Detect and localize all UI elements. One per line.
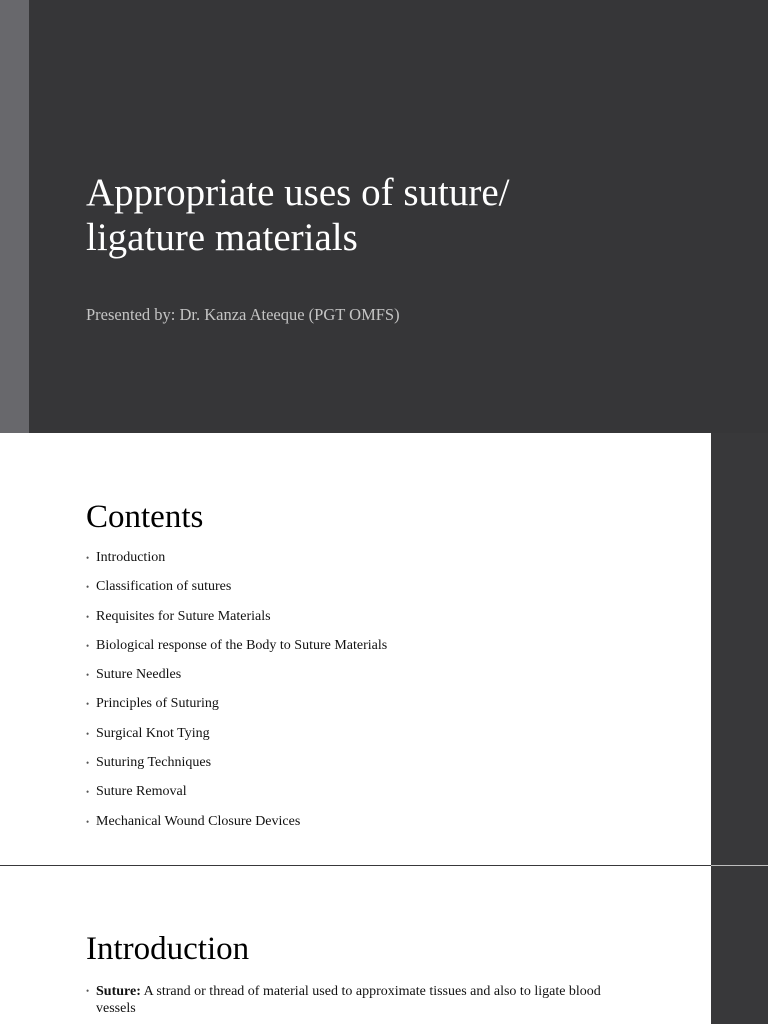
- list-item: • Surgical Knot Tying: [86, 725, 210, 741]
- list-item: • Suture Needles: [86, 667, 182, 683]
- title-line-2: ligature materials: [86, 216, 358, 259]
- list-item: • Principles of Suturing: [86, 696, 219, 712]
- bullet-icon: •: [86, 986, 90, 996]
- contents-heading: Contents: [86, 499, 204, 535]
- bullet-icon: •: [86, 582, 90, 593]
- bullet-icon: •: [86, 553, 90, 563]
- bullet-icon: •: [86, 640, 90, 651]
- bullet-icon: •: [86, 816, 90, 827]
- title-line-1: Appropriate uses of suture/: [86, 171, 510, 214]
- contents-list: [86, 549, 387, 842]
- definition-term: Suture:: [96, 984, 141, 999]
- list-item: • Suturing Techniques: [86, 755, 212, 771]
- bullet-icon: •: [86, 758, 90, 769]
- list-item: • Suture Removal: [86, 784, 187, 800]
- list-item: • Requisites for Suture Materials: [86, 608, 271, 624]
- introduction-heading: Introduction: [86, 931, 250, 967]
- bullet-icon: •: [86, 787, 90, 798]
- title-slide-sidebar: [0, 0, 29, 433]
- page-gap-strip: [711, 433, 768, 865]
- page-divider: [711, 865, 768, 866]
- list-item: • Introduction: [86, 550, 166, 565]
- definition-text: A strand or thread of material used to approximate tissues and also to ligate blood vessels: [96, 984, 601, 1016]
- bullet-icon: •: [86, 670, 90, 681]
- bullet-icon: •: [86, 699, 90, 710]
- list-item: • Classification of sutures: [86, 579, 232, 595]
- presentation-title: [86, 170, 686, 260]
- suture-definition: [86, 983, 616, 1017]
- presenter-subtitle: Presented by: Dr. Kanza Ateeque (PGT OMFS): [86, 305, 400, 324]
- title-slide: [0, 0, 768, 433]
- list-item: • Mechanical Wound Closure Devices: [86, 813, 301, 829]
- bullet-icon: •: [86, 611, 90, 622]
- list-item: • Biological response of the Body to Suture Materials: [86, 637, 388, 653]
- bullet-icon: •: [86, 728, 90, 739]
